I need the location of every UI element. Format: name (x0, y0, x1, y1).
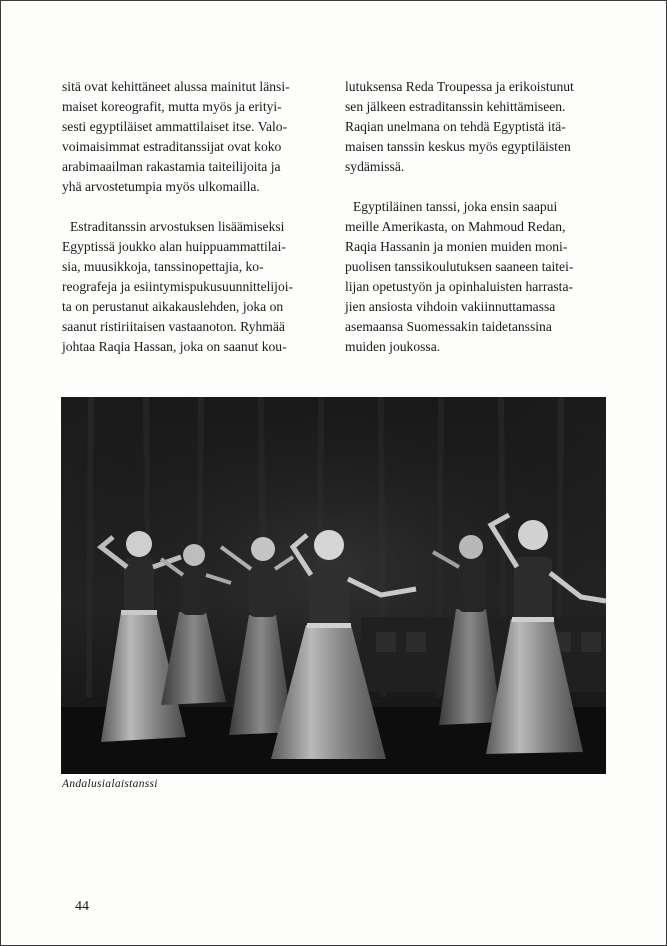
left-paragraph-1: sitä ovat kehittäneet alussa mainitut länsi- maiset koreografit, mutta myös ja erityi- sesti egyptiläiset ammattilaiset itse. Valo- voimaisimmat estraditanssijat ovat koko arabimaailman rakastamia taiteilijoita ja yhä arvostetumpia myös ulkomailla. (62, 79, 290, 194)
dancers-photo (61, 397, 606, 774)
left-text-column (62, 77, 320, 357)
right-text-column (345, 77, 603, 357)
left-paragraph-2: Estraditanssin arvostuksen lisäämiseksi Egyptissä joukko alan huippuammattilai- sia, muusikkoja, tanssinopettajia, ko- reografeja ja esiintymispukusuunnittelijoi- ta on perustanut aikakauslehden, joka on saanut ristiriitaisen vastaanoton. Ryhmää johtaa Raqia Hassan, joka on saanut kou- (62, 219, 294, 354)
right-paragraph-1: lutuksensa Reda Troupessa ja erikoistunut sen jälkeen estraditanssin kehittämiseen. Raqian unelmana on tehdä Egyptistä itä- maisen tanssin keskus myös egyptiläisten sydämissä. (345, 79, 574, 174)
page-number: 44 (75, 899, 89, 914)
right-paragraph-2: Egyptiläinen tanssi, joka ensin saapui meille Amerikasta, on Mahmoud Redan, Raqia Hassanin ja monien muiden moni- puolisen tanssikoulutuksen saaneen taitei- lijan opetustyön ja opinhaluisten harrasta- jien ansiosta vihdoin vakiinnuttamassa asemaansa Suomessakin taidetanssina muiden joukossa. (345, 199, 574, 354)
photo-caption: Andalusialaistanssi (62, 778, 158, 790)
